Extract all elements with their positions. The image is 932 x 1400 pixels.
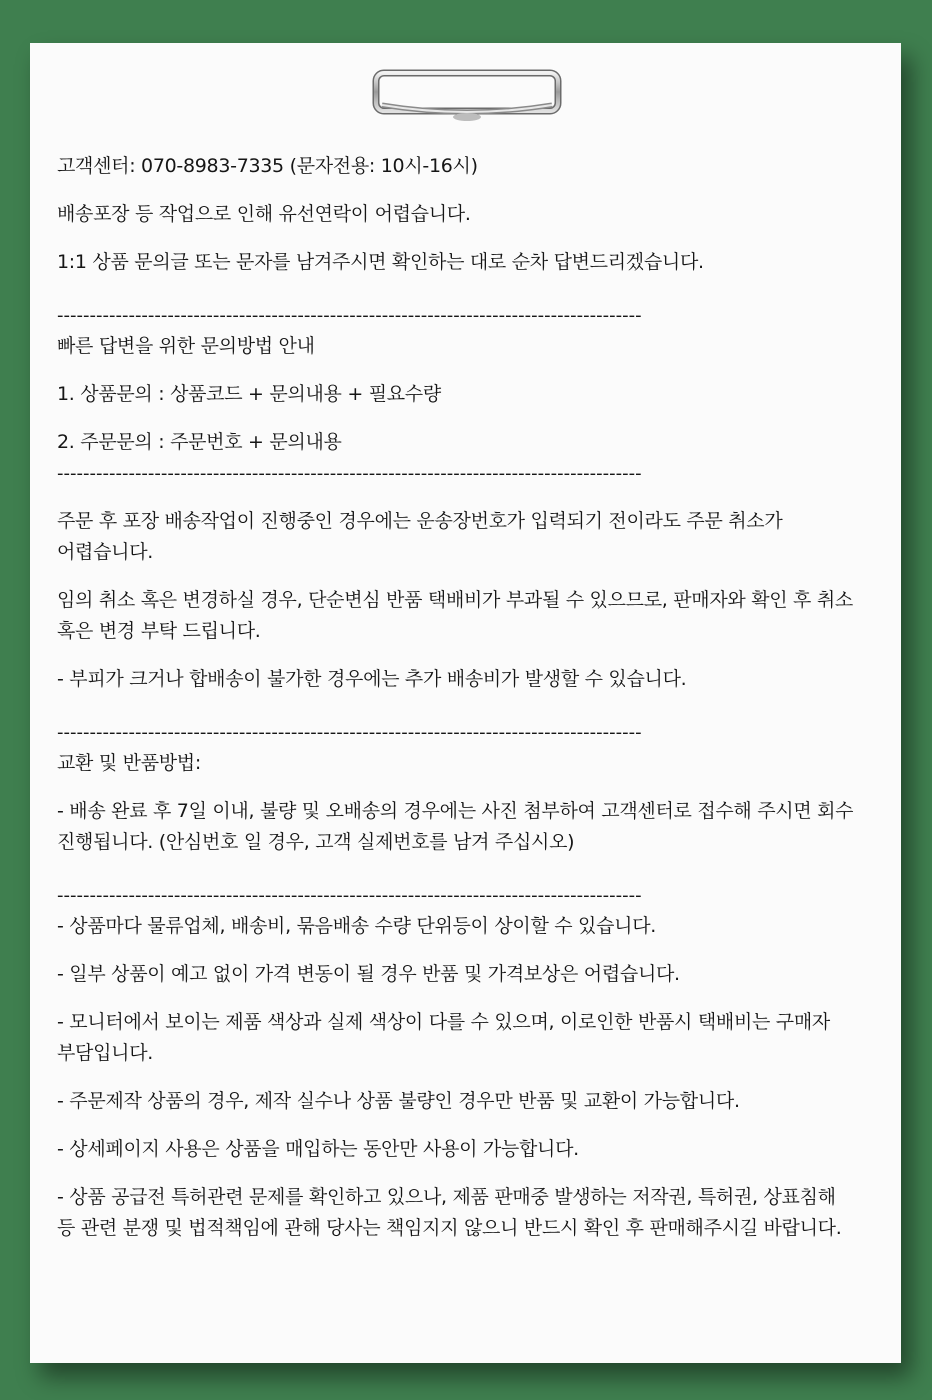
note-item: - 상세페이지 사용은 상품을 매입하는 동안만 사용이 가능합니다. [57, 1138, 579, 1160]
exchange-return-paragraph: - 배송 완료 후 7일 이내, 불량 및 오배송의 경우에는 사진 첨부하여 고객센터로 접수해 주시면 회수 진행됩니다. (안심번호 일 경우, 고객 실제번호를 남겨 주십시오) [57, 800, 854, 853]
cancel-policy-paragraph: - 부피가 크거나 합배송이 불가한 경우에는 추가 배송비가 발생할 수 있습니다. [57, 668, 687, 690]
paper-clip-icon [372, 63, 562, 123]
divider: ------------------------------------------------------------------------------------------ [57, 722, 642, 743]
note-item: - 모니터에서 보이는 제품 색상과 실제 색상이 다를 수 있으며, 이로인한 반품시 택배비는 구매자 부담입니다. [57, 1011, 830, 1064]
inquiry-guide-item: 2. 주문문의 : 주문번호 + 문의내용 [57, 431, 342, 453]
notice-paper [30, 43, 901, 1363]
contact-phone: 고객센터: 070-8983-7335 (문자전용: 10시-16시) [57, 155, 478, 177]
contact-notice: 배송포장 등 작업으로 인해 유선연락이 어렵습니다. [57, 203, 471, 225]
cancel-policy-paragraph: 임의 취소 혹은 변경하실 경우, 단순변심 반품 택배비가 부과될 수 있으므로, 판매자와 확인 후 취소 혹은 변경 부탁 드립니다. [57, 589, 853, 642]
note-item: - 주문제작 상품의 경우, 제작 실수나 상품 불량인 경우만 반품 및 교환이 가능합니다. [57, 1090, 740, 1112]
inquiry-guide-title: 빠른 답변을 위한 문의방법 안내 [57, 335, 315, 357]
exchange-return-title: 교환 및 반품방법: [57, 752, 201, 774]
contact-inquiry: 1:1 상품 문의글 또는 문자를 남겨주시면 확인하는 대로 순차 답변드리겠습니다. [57, 251, 704, 273]
divider: ------------------------------------------------------------------------------------------ [57, 885, 642, 906]
note-item: - 상품마다 물류업체, 배송비, 묶음배송 수량 단위등이 상이할 수 있습니다. [57, 915, 656, 937]
divider: ------------------------------------------------------------------------------------------ [57, 305, 642, 326]
note-item: - 일부 상품이 예고 없이 가격 변동이 될 경우 반품 및 가격보상은 어렵습니다. [57, 963, 680, 985]
notice-content [57, 151, 857, 1244]
inquiry-guide-item: 1. 상품문의 : 상품코드 + 문의내용 + 필요수량 [57, 383, 441, 405]
divider: ------------------------------------------------------------------------------------------ [57, 463, 642, 484]
cancel-policy-paragraph: 주문 후 포장 배송작업이 진행중인 경우에는 운송장번호가 입력되기 전이라도 주문 취소가 어렵습니다. [57, 510, 783, 563]
note-item: - 상품 공급전 특허관련 문제를 확인하고 있으나, 제품 판매중 발생하는 저작권, 특허권, 상표침해 등 관련 분쟁 및 법적책임에 관해 당사는 책임지지 않으니 반드시 확인 후 판매해주시길 바랍니다. [57, 1186, 842, 1239]
